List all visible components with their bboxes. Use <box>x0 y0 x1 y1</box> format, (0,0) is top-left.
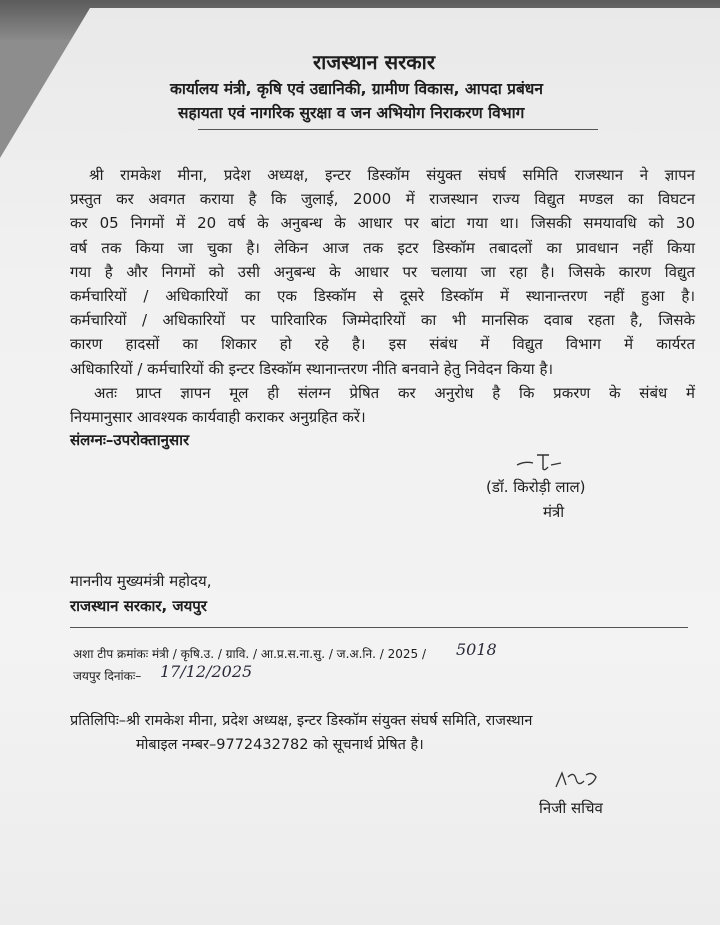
para2-line-1: अतः प्राप्त ज्ञापन मूल ही संलग्न प्रेषित कर अनुरोध है कि प्रकरण के संबंध में <box>94 384 695 402</box>
para2-line-2: नियमानुसार आवश्यक कार्यवाही कराकर अनुग्रहित करें। <box>70 408 366 427</box>
enclosure-note: संलग्नः–उपरोक्तानुसार <box>70 431 190 449</box>
reference-date-label: जयपुर दिनांकः– <box>73 669 142 683</box>
signatory-designation: मंत्री <box>543 503 565 521</box>
addressee-line-2: राजस्थान सरकार, जयपुर <box>70 597 207 615</box>
reference-date-handwritten: 17/12/2025 <box>160 662 253 681</box>
office-line-2: सहायता एवं नागरिक सुरक्षा व जन अभियोग निराकरण विभाग <box>178 104 525 122</box>
para1-line-8: कारण हादसों का शिकार हो रहे है। इस संबंध में विद्युत विभाग में कार्यरत <box>70 335 695 354</box>
body-paragraph-2 <box>70 381 695 429</box>
addressee-divider <box>70 627 688 628</box>
copy-line-2: मोबाइल नम्बर–9772432782 को सूचनार्थ प्रेषित है। <box>136 737 424 753</box>
body-paragraph-1 <box>70 163 695 381</box>
para1-line-4: वर्ष तक किया जा चुका है। लेकिन आज तक इटर डिस्कॉम तबादलों का प्रावधान नहीं किया <box>70 238 695 257</box>
reference-number-handwritten: 5018 <box>456 640 497 659</box>
para1-line-6: कर्मचारियों / अधिकारियों का एक डिस्कॉम से दूसरे डिस्कॉम में स्थानान्तरण नहीं हुआ है। <box>70 287 695 306</box>
header-divider <box>198 129 598 130</box>
para1-line-7: कर्मचारियों / अधिकारियों पर पारिवारिक जिम्मेदारियों का भी मानसिक दवाब रहता है, जिसके <box>70 311 695 330</box>
para1-line-9: अधिकारियों / कर्मचारियों की इन्टर डिस्कॉम स्थानान्तरण नीति बनवाने हेतु निवेदन किया है। <box>70 359 554 378</box>
minister-signature-icon <box>515 451 565 473</box>
para1-line-1: श्री रामकेश मीना, प्रदेश अध्यक्ष, इन्टर डिस्कॉम संयुक्त संघर्ष समिति राजस्थान ने ज्ञापन <box>89 166 695 184</box>
addressee-line-1: माननीय मुख्यमंत्री महोदय, <box>70 572 212 590</box>
private-secretary-designation: निजी सचिव <box>539 799 603 817</box>
reference-number-label: अशा टीप क्रमांकः मंत्री / कृषि.उ. / ग्रावि. / आ.प्र.स.ना.सु. / ज.अ.नि. / 2025 / <box>73 647 427 661</box>
para1-line-3: कर 05 निगमों में 20 वर्ष के अनुबन्ध के आधार पर बांटा गया था। जिसकी समयावधि को 30 <box>70 214 695 233</box>
letterhead-title: राजस्थान सरकार <box>313 50 436 74</box>
copy-line-1: प्रतिलिपिः–श्री रामकेश मीना, प्रदेश अध्यक्ष, इन्टर डिस्कॉम संयुक्त संघर्ष समिति, राजस्थान <box>70 713 533 729</box>
secretary-signature-icon <box>552 767 602 795</box>
para1-line-5: गया है और निगमों को उसी अनुबन्ध के आधार पर चलाया जा रहा है। जिसके कारण विद्युत <box>70 262 695 281</box>
office-line-1: कार्यालय मंत्री, कृषि एवं उद्यानिकी, ग्रामीण विकास, आपदा प्रबंधन <box>170 80 543 98</box>
letter-page <box>0 8 720 925</box>
signatory-name: (डॉ. किरोड़ी लाल) <box>486 478 586 496</box>
para1-line-2: प्रस्तुत कर अवगत कराया है कि जुलाई, 2000 में राजस्थान राज्य विद्युत मण्डल का विघटन <box>70 190 695 209</box>
